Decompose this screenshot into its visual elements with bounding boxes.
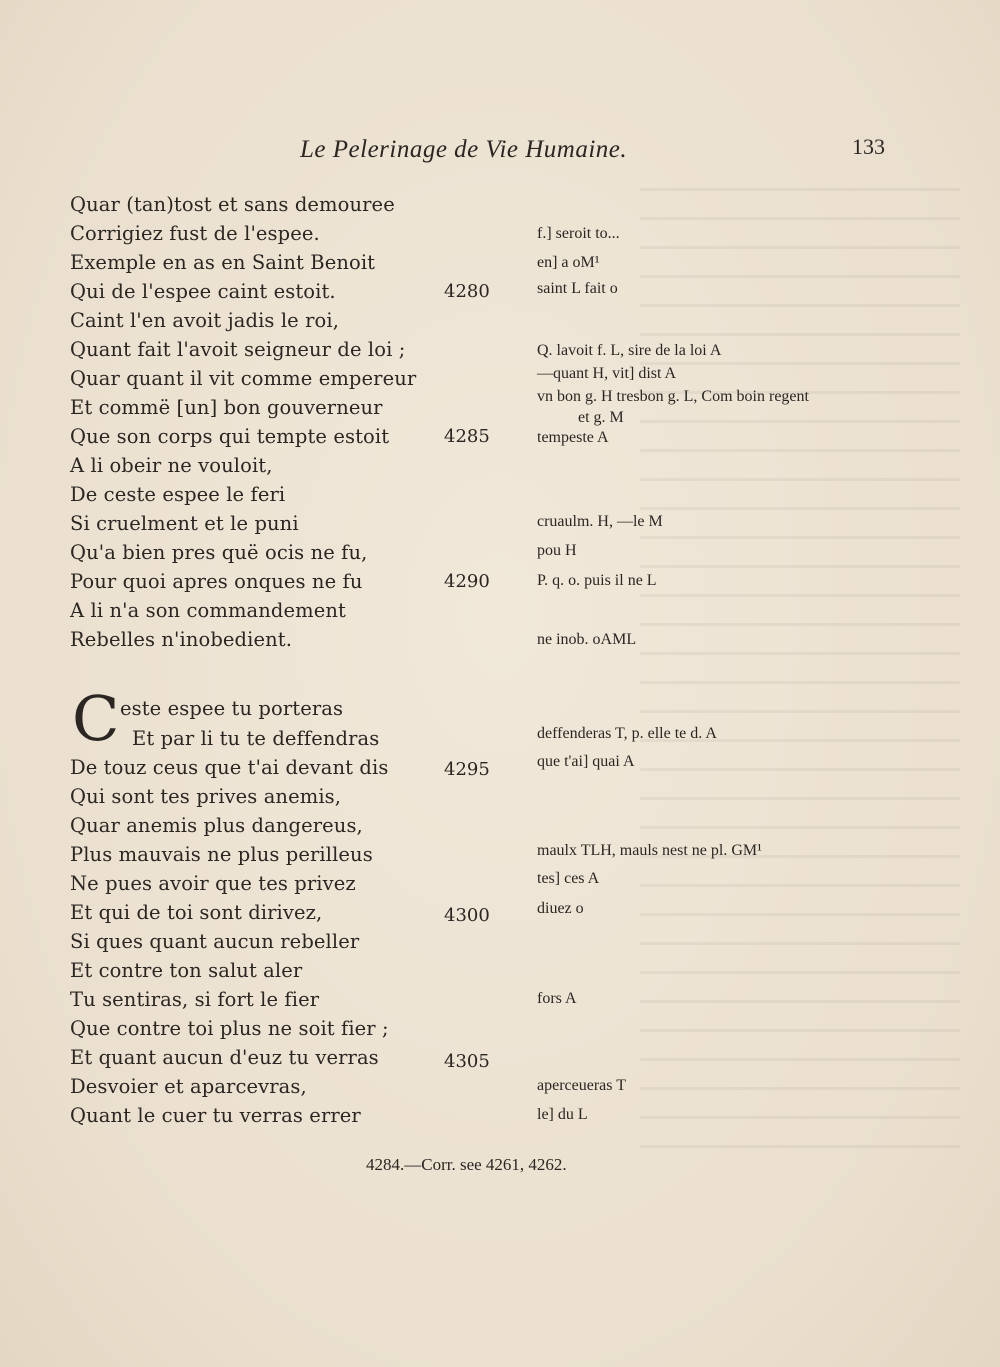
apparatus-note: en] a oM¹ xyxy=(537,254,600,271)
verse-line: Que contre toi plus ne soit fier ; xyxy=(70,1017,389,1040)
apparatus-note: le] du L xyxy=(537,1106,588,1123)
verse-line: Et par li tu te deffendras xyxy=(132,727,380,750)
apparatus-note: que t'ai] quai A xyxy=(537,753,635,770)
apparatus-note: fors A xyxy=(537,990,577,1007)
page-number: 133 xyxy=(852,134,885,159)
line-number: 4300 xyxy=(444,905,490,926)
verse-line: Rebelles n'inobedient. xyxy=(70,628,292,651)
verse-line: Quar (tan)tost et sans demouree xyxy=(70,193,395,216)
verse-line: A li obeir ne vouloit, xyxy=(70,454,273,477)
verse-line: De touz ceus que t'ai devant dis xyxy=(70,756,389,779)
line-number: 4295 xyxy=(444,759,490,780)
verse-line: Quant fait l'avoit seigneur de loi ; xyxy=(70,338,406,361)
apparatus-note: tes] ces A xyxy=(537,870,600,887)
apparatus-note: tempeste A xyxy=(537,429,609,446)
verse-line: Qui de l'espee caint estoit. xyxy=(70,280,336,303)
verse-line: A li n'a son commandement xyxy=(70,599,346,622)
verse-line: Desvoier et aparcevras, xyxy=(70,1075,307,1098)
apparatus-note: vn bon g. H tresbon g. L, Com boin regent xyxy=(537,388,809,405)
verse-line: Quant le cuer tu verras errer xyxy=(70,1104,361,1127)
verse-line: Qui sont tes prives anemis, xyxy=(70,785,342,808)
verse-line: Que son corps qui tempte estoit xyxy=(70,425,390,448)
apparatus-note: cruaulm. H, —le M xyxy=(537,513,663,530)
apparatus-note: —quant H, vit] dist A xyxy=(537,365,677,382)
verse-line: Et qui de toi sont dirivez, xyxy=(70,901,323,924)
verse-line: Et quant aucun d'euz tu verras xyxy=(70,1046,379,1069)
verse-line: Plus mauvais ne plus perilleus xyxy=(70,843,373,866)
verse-line: Caint l'en avoit jadis le roi, xyxy=(70,309,339,332)
verse-line: Ne pues avoir que tes privez xyxy=(70,872,356,895)
line-number: 4285 xyxy=(444,426,490,447)
verse-line: este espee tu porteras xyxy=(120,697,344,720)
footnote: 4284.—Corr. see 4261, 4262. xyxy=(366,1155,567,1174)
verse-line: Quar quant il vit comme empereur xyxy=(70,367,417,390)
line-number: 4280 xyxy=(444,281,490,302)
apparatus-note: ne inob. oAML xyxy=(537,631,637,648)
apparatus-note: f.] seroit to... xyxy=(537,225,620,242)
line-number: 4290 xyxy=(444,571,490,592)
apparatus-note: pou H xyxy=(537,542,577,559)
line-number: 4305 xyxy=(444,1051,490,1072)
verse-line: Si ques quant aucun rebeller xyxy=(70,930,360,953)
apparatus-note: et g. M xyxy=(578,409,624,426)
apparatus-note: P. q. o. puis il ne L xyxy=(537,572,657,589)
verse-line: Exemple en as en Saint Benoit xyxy=(70,251,376,274)
apparatus-note: Q. lavoit f. L, sire de la loi A xyxy=(537,342,722,359)
verse-line: Et commë [un] bon gouverneur xyxy=(70,396,383,419)
drop-cap: C xyxy=(72,682,120,755)
apparatus-note: aperceueras T xyxy=(537,1077,626,1094)
verse-line: De ceste espee le feri xyxy=(70,483,286,506)
apparatus-note: saint L fait o xyxy=(537,280,618,297)
verse-line: Si cruelment et le puni xyxy=(70,512,299,535)
apparatus-note: maulx TLH, mauls nest ne pl. GM¹ xyxy=(537,842,762,859)
verse-line: Tu sentiras, si fort le fier xyxy=(70,988,320,1011)
running-title: Le Pelerinage de Vie Humaine. xyxy=(300,136,628,163)
apparatus-note: diuez o xyxy=(537,900,584,917)
show-through-text xyxy=(640,170,960,1160)
verse-line: Qu'a bien pres quë ocis ne fu, xyxy=(70,541,368,564)
verse-line: Corrigiez fust de l'espee. xyxy=(70,222,320,245)
apparatus-note: deffenderas T, p. elle te d. A xyxy=(537,725,717,742)
verse-line: Et contre ton salut aler xyxy=(70,959,303,982)
verse-line: Quar anemis plus dangereus, xyxy=(70,814,363,837)
verse-line: Pour quoi apres onques ne fu xyxy=(70,570,363,593)
